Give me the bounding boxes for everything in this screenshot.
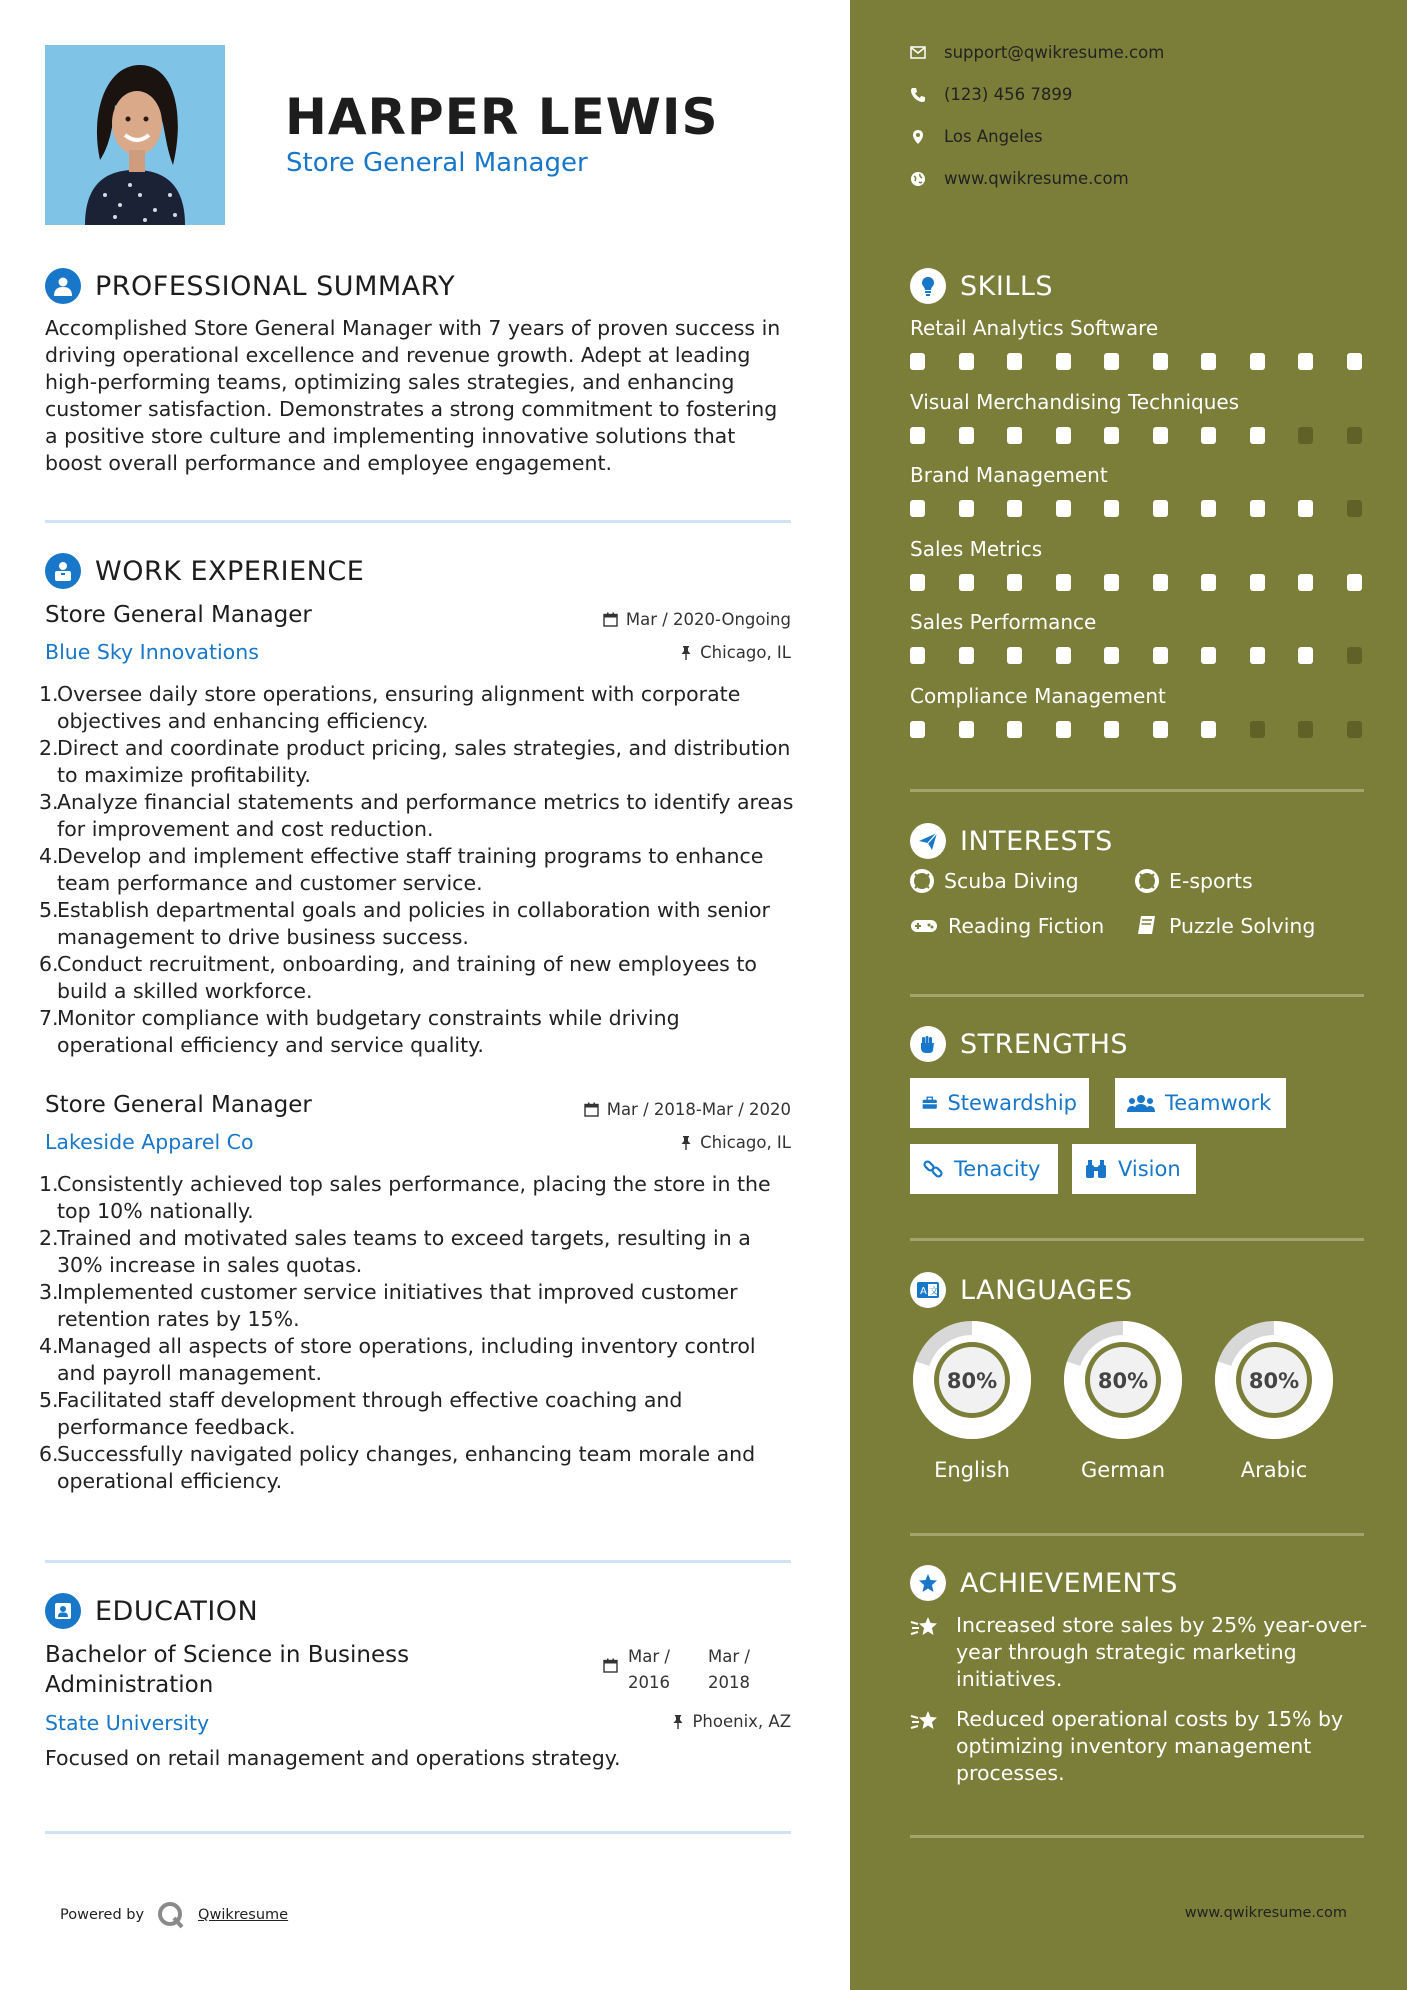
skill-dot-filled xyxy=(1201,500,1216,517)
job-dates xyxy=(584,1100,791,1119)
language-name: English xyxy=(934,1458,1010,1482)
powered-by-label: Powered by xyxy=(60,1907,145,1923)
skill-name: Sales Performance xyxy=(910,610,1097,634)
summary-heading-row xyxy=(45,268,455,304)
contact-email xyxy=(910,43,1164,62)
contact-phone-text: (123) 456 7899 xyxy=(944,85,1073,104)
language-ring xyxy=(1212,1318,1336,1446)
skill-dot-filled xyxy=(1347,353,1362,370)
skill-dot-filled xyxy=(1007,721,1022,738)
school-name: State University xyxy=(45,1711,210,1735)
life-ring-icon xyxy=(910,869,934,893)
skill-dot-filled xyxy=(1007,500,1022,517)
skill-dot-filled xyxy=(959,574,974,591)
list-item: 5. Facilitated staff development through effective coaching and performance feedback. xyxy=(39,1388,683,1439)
skill-dot-filled xyxy=(959,647,974,664)
list-item: 6. Successfully navigated policy changes, enhancing team morale and operational efficiency. xyxy=(39,1442,756,1493)
user-circle-icon xyxy=(45,268,81,304)
strength-label: Teamwork xyxy=(1165,1091,1272,1115)
interest-item xyxy=(910,914,1104,938)
skill-dot-empty xyxy=(1298,721,1313,738)
skill-dot-empty xyxy=(1347,427,1362,444)
skill-dot-filled xyxy=(1104,427,1119,444)
contact-website xyxy=(910,169,1129,188)
section-divider xyxy=(45,1831,791,1834)
skill-rating xyxy=(910,574,1395,591)
skill-dot-filled xyxy=(1056,500,1071,517)
skill-dot-filled xyxy=(1298,353,1313,370)
skill-dot-filled xyxy=(1153,647,1168,664)
footer-website[interactable]: www.qwikresume.com xyxy=(1184,1905,1347,1921)
achievement-item xyxy=(910,1706,1370,1787)
contact-location-text: Los Angeles xyxy=(944,127,1043,146)
list-item: 1. Oversee daily store operations, ensuring alignment with corporate objectives and enhancing efficiency. xyxy=(39,682,741,733)
job-location-text: Chicago, IL xyxy=(700,643,791,662)
skill-dot-filled xyxy=(1153,574,1168,591)
paper-plane-icon xyxy=(910,823,946,859)
skill-dot-filled xyxy=(1201,647,1216,664)
skill-dot-filled xyxy=(910,574,925,591)
skills-heading-row xyxy=(910,268,1053,304)
gamepad-icon xyxy=(910,916,938,936)
skill-dot-empty xyxy=(1298,427,1313,444)
skill-dot-filled xyxy=(1056,721,1071,738)
skill-dot-filled xyxy=(1056,647,1071,664)
language-percent: 80% xyxy=(1248,1369,1300,1393)
skill-dot-filled xyxy=(1007,427,1022,444)
skill-dot-filled xyxy=(1250,500,1265,517)
education-description: Focused on retail management and operations strategy. xyxy=(45,1746,621,1770)
skill-name: Sales Metrics xyxy=(910,536,1043,561)
calendar-icon xyxy=(584,1102,599,1117)
list-item: 5. Establish departmental goals and policies in collaboration with senior management to drive business success. xyxy=(39,898,770,949)
users-icon xyxy=(1127,1093,1155,1113)
skill-name: Compliance Management xyxy=(910,683,1166,708)
skill-dot-filled xyxy=(959,353,974,370)
skill-name: Retail Analytics Software xyxy=(910,316,1159,340)
job-dates-text: Mar / 2020-Ongoing xyxy=(625,610,791,629)
skill-rating xyxy=(910,721,1395,738)
skill-name: Brand Management xyxy=(910,463,1108,487)
map-marker-icon xyxy=(910,129,926,145)
skill-dot-filled xyxy=(1056,574,1071,591)
interest-item xyxy=(1135,869,1253,893)
section-divider xyxy=(910,1238,1364,1241)
interest-label: E-sports xyxy=(1169,869,1253,893)
pushpin-icon xyxy=(680,1135,692,1150)
skill-dot-empty xyxy=(1347,500,1362,517)
globe-icon xyxy=(910,171,926,187)
lightbulb-icon xyxy=(910,268,946,304)
job-title: Store General Manager xyxy=(45,1092,312,1118)
book-icon xyxy=(1135,914,1159,938)
interest-label: Puzzle Solving xyxy=(1169,914,1316,938)
skill-dot-filled xyxy=(1153,721,1168,738)
list-item: 3. Implemented customer service initiatives that improved customer retention rates by 15%. xyxy=(39,1280,738,1331)
strength-label: Stewardship xyxy=(947,1091,1077,1115)
qwikresume-logo-icon xyxy=(156,1900,186,1930)
envelope-icon xyxy=(910,46,926,59)
skill-dot-filled xyxy=(1201,353,1216,370)
translate-icon xyxy=(910,1272,946,1308)
job-location-text: Chicago, IL xyxy=(700,1133,791,1152)
job-title: Store General Manager xyxy=(45,602,312,628)
interest-label: Reading Fiction xyxy=(948,914,1105,938)
section-divider xyxy=(910,1533,1364,1536)
job-location xyxy=(680,1133,791,1152)
fist-icon xyxy=(910,1026,946,1062)
skill-dot-filled xyxy=(1007,647,1022,664)
skill-dot-filled xyxy=(1201,721,1216,738)
skill-dot-filled xyxy=(1104,574,1119,591)
link-icon xyxy=(922,1158,944,1180)
skill-dot-empty xyxy=(1347,647,1362,664)
skill-dot-filled xyxy=(1250,427,1265,444)
skill-dot-filled xyxy=(1007,574,1022,591)
interests-heading: INTERESTS xyxy=(960,825,1113,857)
skill-name: Visual Merchandising Techniques xyxy=(910,389,1240,414)
skill-dot-filled xyxy=(1201,574,1216,591)
job-dates-text: Mar / 2018-Mar / 2020 xyxy=(606,1100,791,1119)
phone-icon xyxy=(910,87,926,103)
language-ring xyxy=(1061,1318,1185,1446)
list-item: 4. Managed all aspects of store operations, including inventory control and payroll management. xyxy=(39,1334,756,1385)
skill-dot-filled xyxy=(1347,574,1362,591)
language-progress-ring xyxy=(1061,1318,1185,1442)
summary-heading: PROFESSIONAL SUMMARY xyxy=(95,270,456,302)
skill-dot-filled xyxy=(959,721,974,738)
list-item: 7. Monitor compliance with budgetary constraints while driving operational efficiency and service quality. xyxy=(39,1006,680,1057)
pushpin-icon xyxy=(680,645,692,660)
strength-label: Tenacity xyxy=(954,1157,1041,1181)
candidate-name: HARPER LEWIS xyxy=(285,88,719,146)
job-location xyxy=(680,643,791,662)
school-location-text: Phoenix, AZ xyxy=(692,1712,791,1731)
languages-heading-row xyxy=(910,1272,1133,1308)
pushpin-icon xyxy=(672,1714,684,1729)
binoculars-icon xyxy=(1084,1158,1108,1180)
education-end: Mar / 2018 xyxy=(708,1647,750,1692)
skill-dot-filled xyxy=(1104,647,1119,664)
languages-heading: LANGUAGES xyxy=(960,1274,1133,1306)
skill-dot-filled xyxy=(1056,427,1071,444)
skill-dot-filled xyxy=(910,647,925,664)
interest-item xyxy=(1135,914,1315,938)
education-heading-row xyxy=(45,1593,258,1629)
strength-chip xyxy=(1072,1144,1196,1194)
list-item: 4. Develop and implement effective staff training programs to enhance team performance and customer service. xyxy=(39,844,764,895)
job-bullets xyxy=(39,1171,795,1495)
skill-dot-filled xyxy=(910,353,925,370)
graduate-icon xyxy=(45,1593,81,1629)
skill-rating xyxy=(910,353,1395,370)
language-percent: 80% xyxy=(946,1369,998,1393)
list-item: 3. Analyze financial statements and performance metrics to identify areas for improvement and cost reduction. xyxy=(39,790,794,841)
svg-text:文: 文 xyxy=(929,1287,939,1297)
achievements-heading: ACHIEVEMENTS xyxy=(960,1567,1178,1599)
school-location xyxy=(672,1712,791,1731)
profile-photo-illustration xyxy=(45,45,225,225)
contact-phone xyxy=(910,85,1072,104)
briefcase-user-icon xyxy=(45,553,81,589)
skill-dot-filled xyxy=(1056,353,1071,370)
skill-dot-filled xyxy=(1007,353,1022,370)
language-progress-ring xyxy=(1212,1318,1336,1442)
skill-dot-filled xyxy=(910,500,925,517)
achievement-text: Reduced operational costs by 15% by optimizing inventory management processes. xyxy=(956,1707,1344,1785)
education-dates xyxy=(603,1644,768,1696)
section-divider xyxy=(45,520,791,523)
skill-rating xyxy=(910,500,1395,517)
svg-text:A: A xyxy=(920,1286,927,1297)
skill-dot-filled xyxy=(1201,427,1216,444)
language-progress-ring xyxy=(910,1318,1034,1442)
list-item: 1. Consistently achieved top sales performance, placing the store in the top 10% nationally. xyxy=(39,1172,771,1223)
education-heading: EDUCATION xyxy=(95,1595,259,1627)
calendar-icon xyxy=(603,1658,618,1673)
skill-dot-filled xyxy=(1298,647,1313,664)
section-divider xyxy=(910,789,1364,792)
interest-item xyxy=(910,869,1079,893)
degree-title: Bachelor of Science in Business Administration xyxy=(45,1642,410,1698)
star-badge-icon xyxy=(910,1565,946,1601)
company-name: Lakeside Apparel Co xyxy=(45,1130,254,1154)
summary-text: Accomplished Store General Manager with 7 years of proven success in driving operational excellence and revenue growth. Adept at leading high-performing teams, optimizing sales strategies, and enhancing customer satisfaction. Demonstrates a strong commitment to fostering a positive store culture and implementing innovative solutions that boost overall performance and employee engagement. xyxy=(45,316,781,475)
section-divider xyxy=(45,1560,791,1563)
language-percent: 80% xyxy=(1097,1369,1149,1393)
strength-chip xyxy=(1115,1078,1286,1128)
skill-dot-filled xyxy=(1250,647,1265,664)
skill-dot-filled xyxy=(1104,500,1119,517)
skill-dot-filled xyxy=(1298,500,1313,517)
skills-heading: SKILLS xyxy=(960,270,1054,302)
company-name: Blue Sky Innovations xyxy=(45,640,259,664)
interest-label: Scuba Diving xyxy=(944,869,1079,893)
shooting-star-icon xyxy=(910,1614,942,1640)
contact-email-text[interactable]: support@qwikresume.com xyxy=(944,43,1165,62)
powered-by xyxy=(60,1900,288,1930)
skill-dot-empty xyxy=(1347,721,1362,738)
profile-photo xyxy=(45,45,225,225)
list-item: 2. Direct and coordinate product pricing, sales strategies, and distribution to maximize profitability. xyxy=(39,736,791,787)
achievement-text: Increased store sales by 25% year-over-year through strategic marketing initiatives. xyxy=(956,1613,1368,1691)
skill-dot-filled xyxy=(1298,574,1313,591)
interests-heading-row xyxy=(910,823,1113,859)
skill-dot-filled xyxy=(1153,427,1168,444)
strength-chip xyxy=(910,1144,1058,1194)
achievements-heading-row xyxy=(910,1565,1178,1601)
skill-dot-filled xyxy=(1153,353,1168,370)
qwikresume-link[interactable]: Qwikresume xyxy=(198,1907,289,1923)
skill-dot-filled xyxy=(959,427,974,444)
skill-dot-filled xyxy=(910,427,925,444)
skill-dot-filled xyxy=(1250,574,1265,591)
skill-dot-filled xyxy=(959,500,974,517)
strength-label: Vision xyxy=(1118,1157,1181,1181)
contact-website-text[interactable]: www.qwikresume.com xyxy=(944,169,1129,188)
language-name: German xyxy=(1080,1458,1166,1482)
strength-chip xyxy=(910,1078,1089,1128)
experience-heading: WORK EXPERIENCE xyxy=(95,555,365,587)
shooting-star-icon xyxy=(910,1708,942,1734)
section-divider xyxy=(910,1835,1364,1838)
skill-dot-empty xyxy=(1250,721,1265,738)
skill-rating xyxy=(910,647,1395,664)
skill-dot-filled xyxy=(1104,721,1119,738)
skill-rating xyxy=(910,427,1395,444)
strengths-heading-row xyxy=(910,1026,1128,1062)
education-start: Mar / 2016 xyxy=(628,1647,670,1692)
life-ring-icon xyxy=(1135,869,1159,893)
experience-heading-row xyxy=(45,553,364,589)
list-item: 2. Trained and motivated sales teams to exceed targets, resulting in a 30% increase in sales quotas. xyxy=(39,1226,751,1277)
skill-dot-filled xyxy=(1104,353,1119,370)
list-item: 6. Conduct recruitment, onboarding, and training of new employees to build a skilled workforce. xyxy=(39,952,757,1003)
job-bullets xyxy=(39,681,795,1059)
skill-dot-filled xyxy=(1250,353,1265,370)
job-dates xyxy=(603,610,791,629)
briefcase-icon xyxy=(922,1093,937,1113)
language-ring xyxy=(910,1318,1034,1446)
candidate-title: Store General Manager xyxy=(286,148,588,178)
skill-dot-filled xyxy=(910,721,925,738)
contact-location xyxy=(910,127,1043,146)
achievement-item xyxy=(910,1612,1370,1693)
calendar-icon xyxy=(603,612,618,627)
strengths-heading: STRENGTHS xyxy=(960,1028,1129,1060)
language-name: Arabic xyxy=(1240,1458,1308,1482)
skill-dot-filled xyxy=(1153,500,1168,517)
section-divider xyxy=(910,994,1364,997)
